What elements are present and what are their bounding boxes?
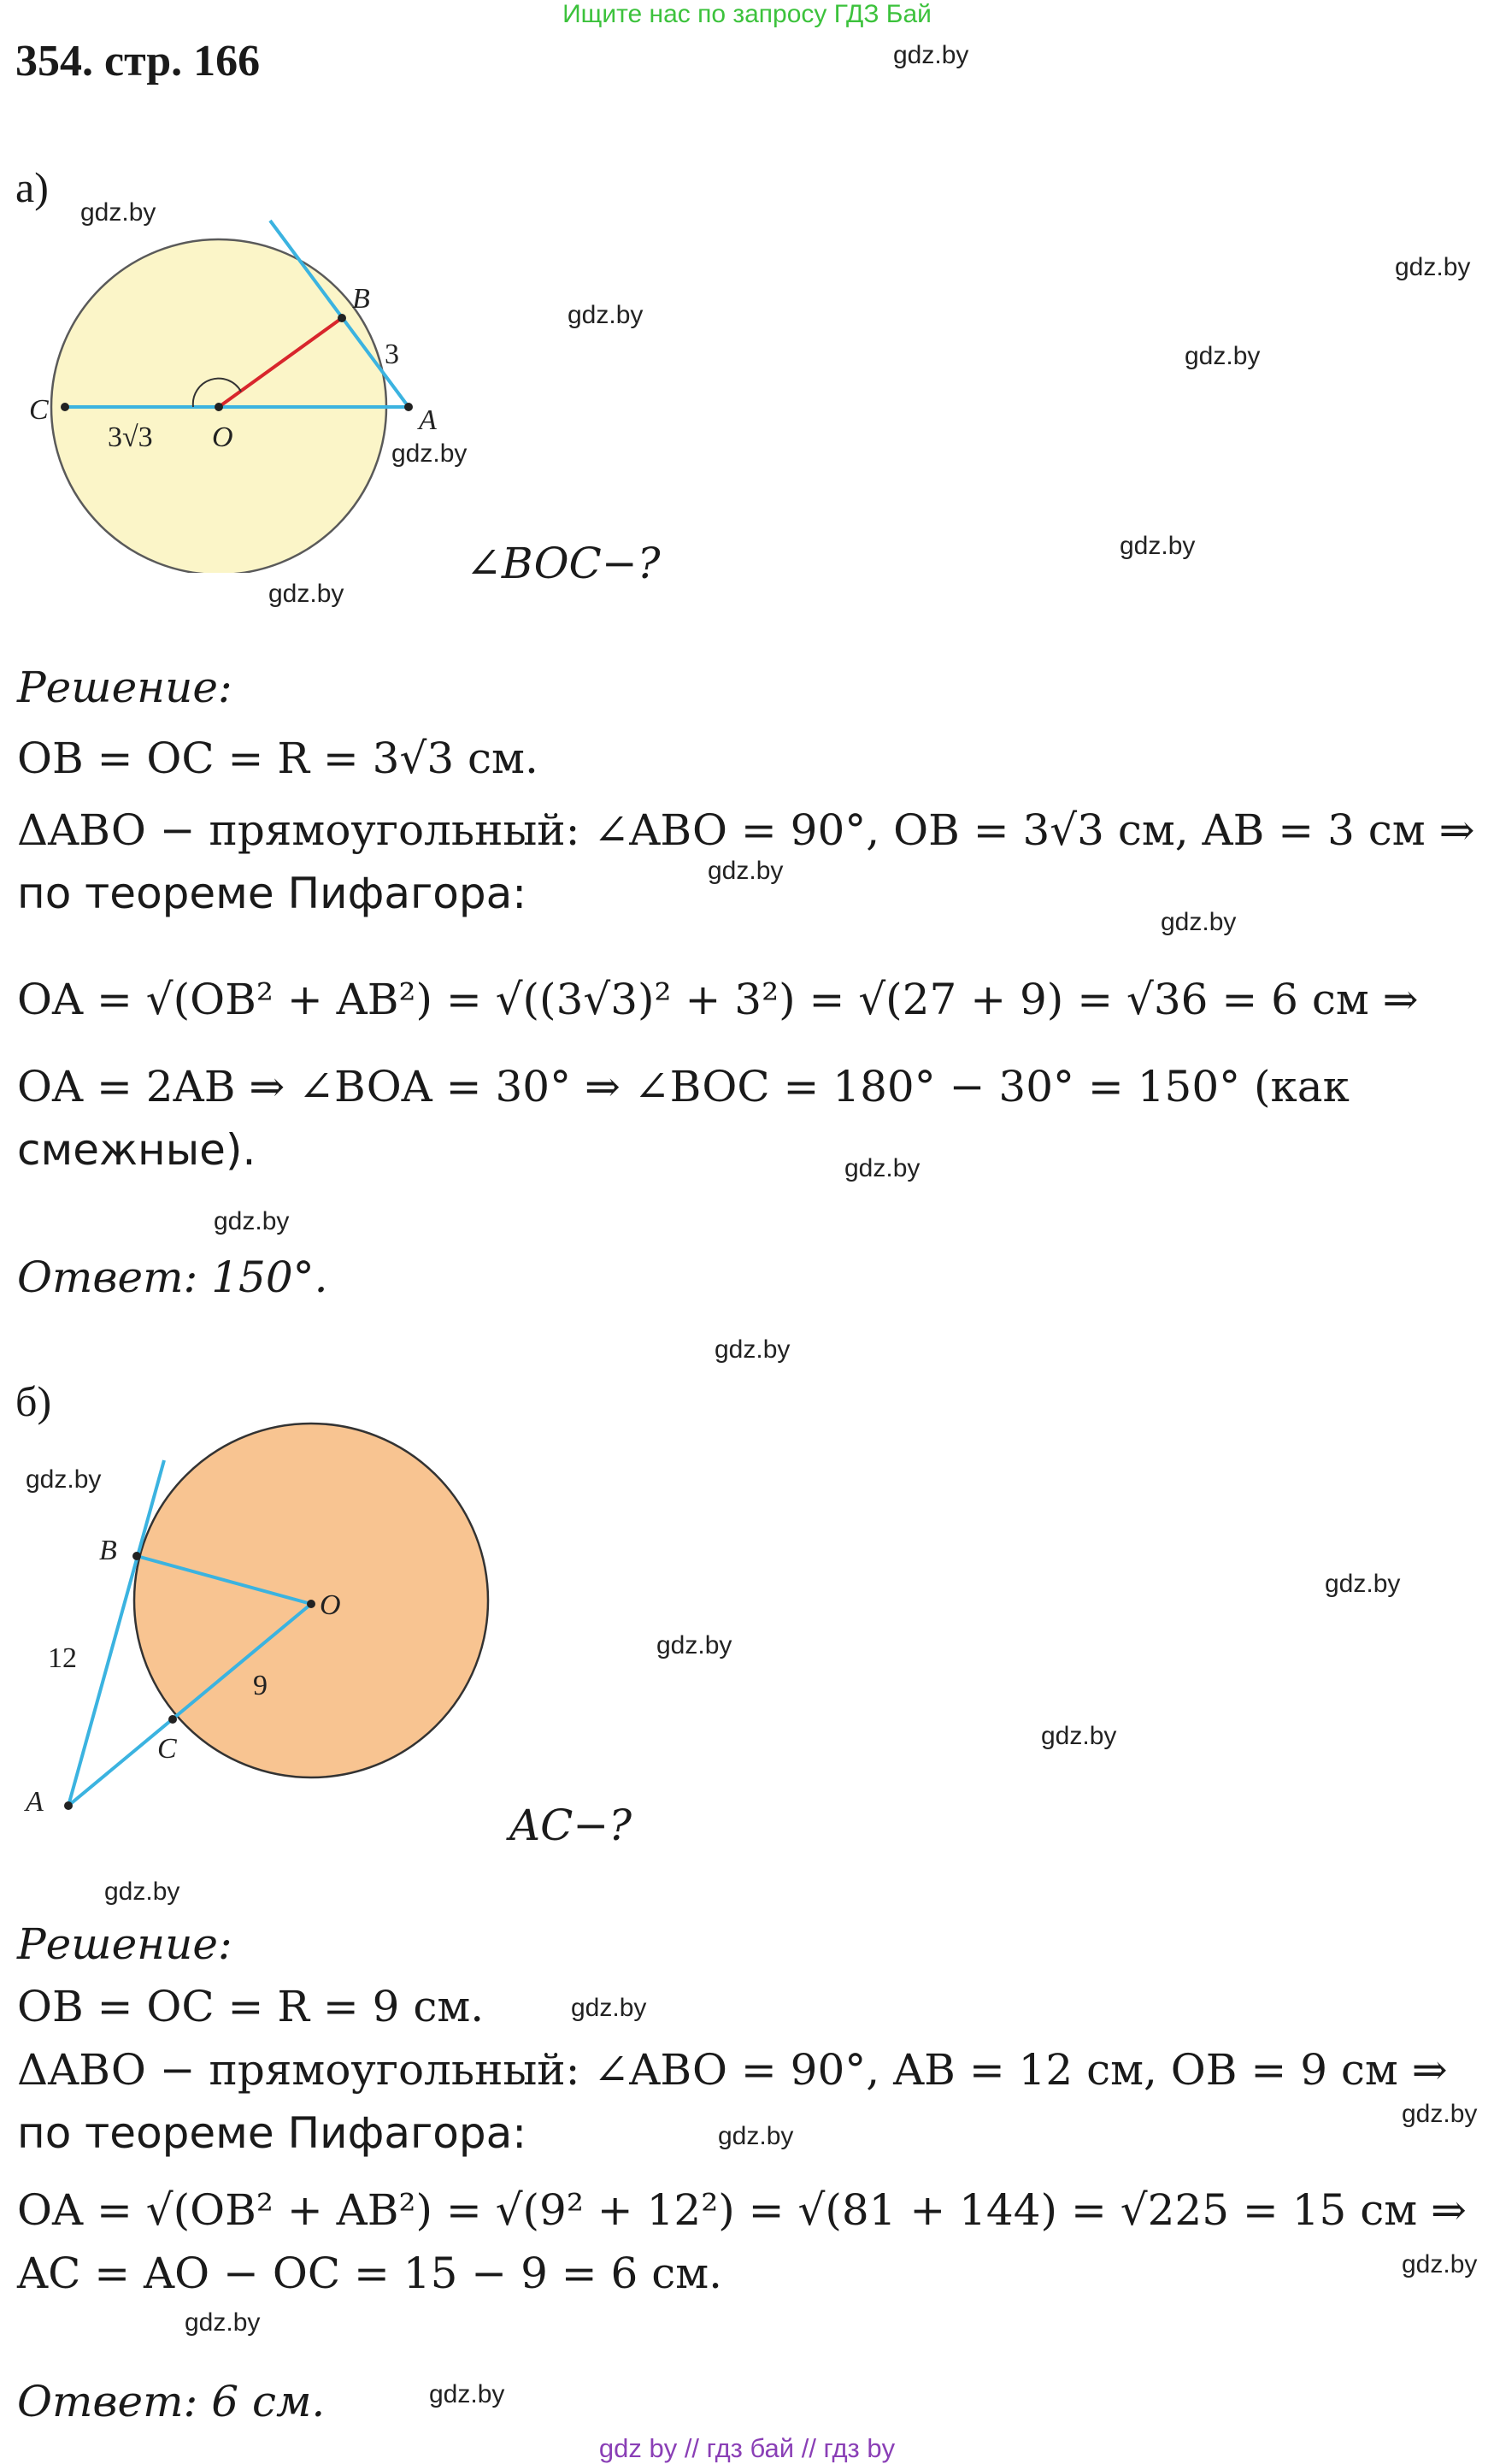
watermark: gdz.by: [80, 198, 156, 227]
watermark: gdz.by: [1041, 1722, 1117, 1750]
question-b: AC−?: [509, 1801, 632, 1850]
point-b: [338, 314, 346, 322]
label-o: O: [212, 421, 233, 453]
part-b-line3: по теореме Пифагора:: [17, 2108, 527, 2158]
watermark: gdz.by: [26, 1465, 102, 1494]
bottom-banner[interactable]: gdz by // гдз бай // гдз by: [598, 2433, 896, 2463]
part-a-line6: смежные).: [17, 1125, 256, 1175]
watermark: gdz.by: [844, 1154, 921, 1182]
part-b-line5: AC = AO − OC = 15 − 9 = 6 см.: [17, 2249, 723, 2298]
point-b-b: [132, 1552, 141, 1560]
answer-b: Ответ: 6 см.: [17, 2377, 326, 2426]
point-o: [215, 403, 223, 411]
watermark: gdz.by: [391, 439, 468, 468]
part-a-label: а): [15, 163, 49, 211]
watermark: gdz.by: [104, 1877, 180, 1906]
label-a: A: [419, 404, 437, 436]
label-b: B: [352, 283, 370, 315]
watermark: gdz.by: [715, 1335, 791, 1364]
watermark: gdz.by: [429, 2380, 505, 2408]
part-a-line5: OA = 2AB ⇒ ∠BOA = 30° ⇒ ∠BOC = 180° − 30° = 150° (как: [17, 1062, 1350, 1111]
label-c: C: [29, 394, 49, 426]
label-oc-length-b: 9: [253, 1670, 268, 1701]
point-a-b: [64, 1801, 73, 1810]
part-b-line2: ΔABO − прямоугольный: ∠ABO = 90°, AB = 12 см, OB = 9 см ⇒: [17, 2045, 1448, 2095]
point-c-b: [168, 1715, 177, 1724]
watermark: gdz.by: [1185, 342, 1261, 370]
watermark: gdz.by: [185, 2308, 261, 2337]
label-ab-length-b: 12: [48, 1642, 77, 1674]
question-a: ∠BOC−?: [466, 539, 661, 588]
label-ab-length: 3: [385, 339, 399, 370]
label-a-b: A: [26, 1786, 44, 1818]
watermark: gdz.by: [893, 41, 969, 69]
point-a: [404, 403, 413, 411]
label-oc-length: 3√3: [108, 421, 153, 453]
watermark: gdz.by: [268, 580, 344, 608]
part-b-line1: OB = OC = R = 9 см.: [17, 1982, 485, 2031]
part-a-line3: по теореме Пифагора:: [17, 869, 527, 918]
label-o-b: O: [320, 1589, 341, 1621]
watermark: gdz.by: [708, 857, 784, 885]
watermark: gdz.by: [1161, 908, 1237, 936]
label-b-b: B: [99, 1535, 117, 1566]
watermark: gdz.by: [718, 2122, 794, 2150]
watermark: gdz.by: [656, 1631, 732, 1659]
part-a-line2: ΔABO − прямоугольный: ∠ABO = 90°, OB = 3√3 см, AB = 3 см ⇒: [17, 805, 1475, 855]
solution-heading-b: Решение:: [17, 1919, 232, 1969]
watermark: gdz.by: [1120, 532, 1196, 560]
point-o-b: [307, 1600, 315, 1608]
top-banner[interactable]: Ищите нас по запросу ГДЗ Бай: [562, 0, 932, 28]
part-b-label: б): [15, 1377, 52, 1425]
watermark: gdz.by: [1395, 253, 1471, 281]
figure-a: [17, 205, 462, 573]
part-a-line1: OB = OC = R = 3√3 см.: [17, 734, 538, 783]
watermark: gdz.by: [214, 1207, 290, 1235]
watermark: gdz.by: [571, 1994, 647, 2022]
solution-heading-a: Решение:: [17, 663, 232, 712]
watermark: gdz.by: [568, 301, 644, 329]
answer-a: Ответ: 150°.: [17, 1253, 328, 1302]
watermark: gdz.by: [1402, 2250, 1478, 2278]
watermark: gdz.by: [1402, 2100, 1478, 2128]
part-a-line4: OA = √(OB² + AB²) = √((3√3)² + 3²) = √(27 + 9) = √36 = 6 см ⇒: [17, 975, 1419, 1024]
point-c: [61, 403, 69, 411]
label-c-b: C: [157, 1733, 177, 1765]
part-b-line4: OA = √(OB² + AB²) = √(9² + 12²) = √(81 + 144) = √225 = 15 см ⇒: [17, 2185, 1467, 2235]
page-title: 354. стр. 166: [15, 37, 261, 85]
watermark: gdz.by: [1325, 1570, 1401, 1598]
